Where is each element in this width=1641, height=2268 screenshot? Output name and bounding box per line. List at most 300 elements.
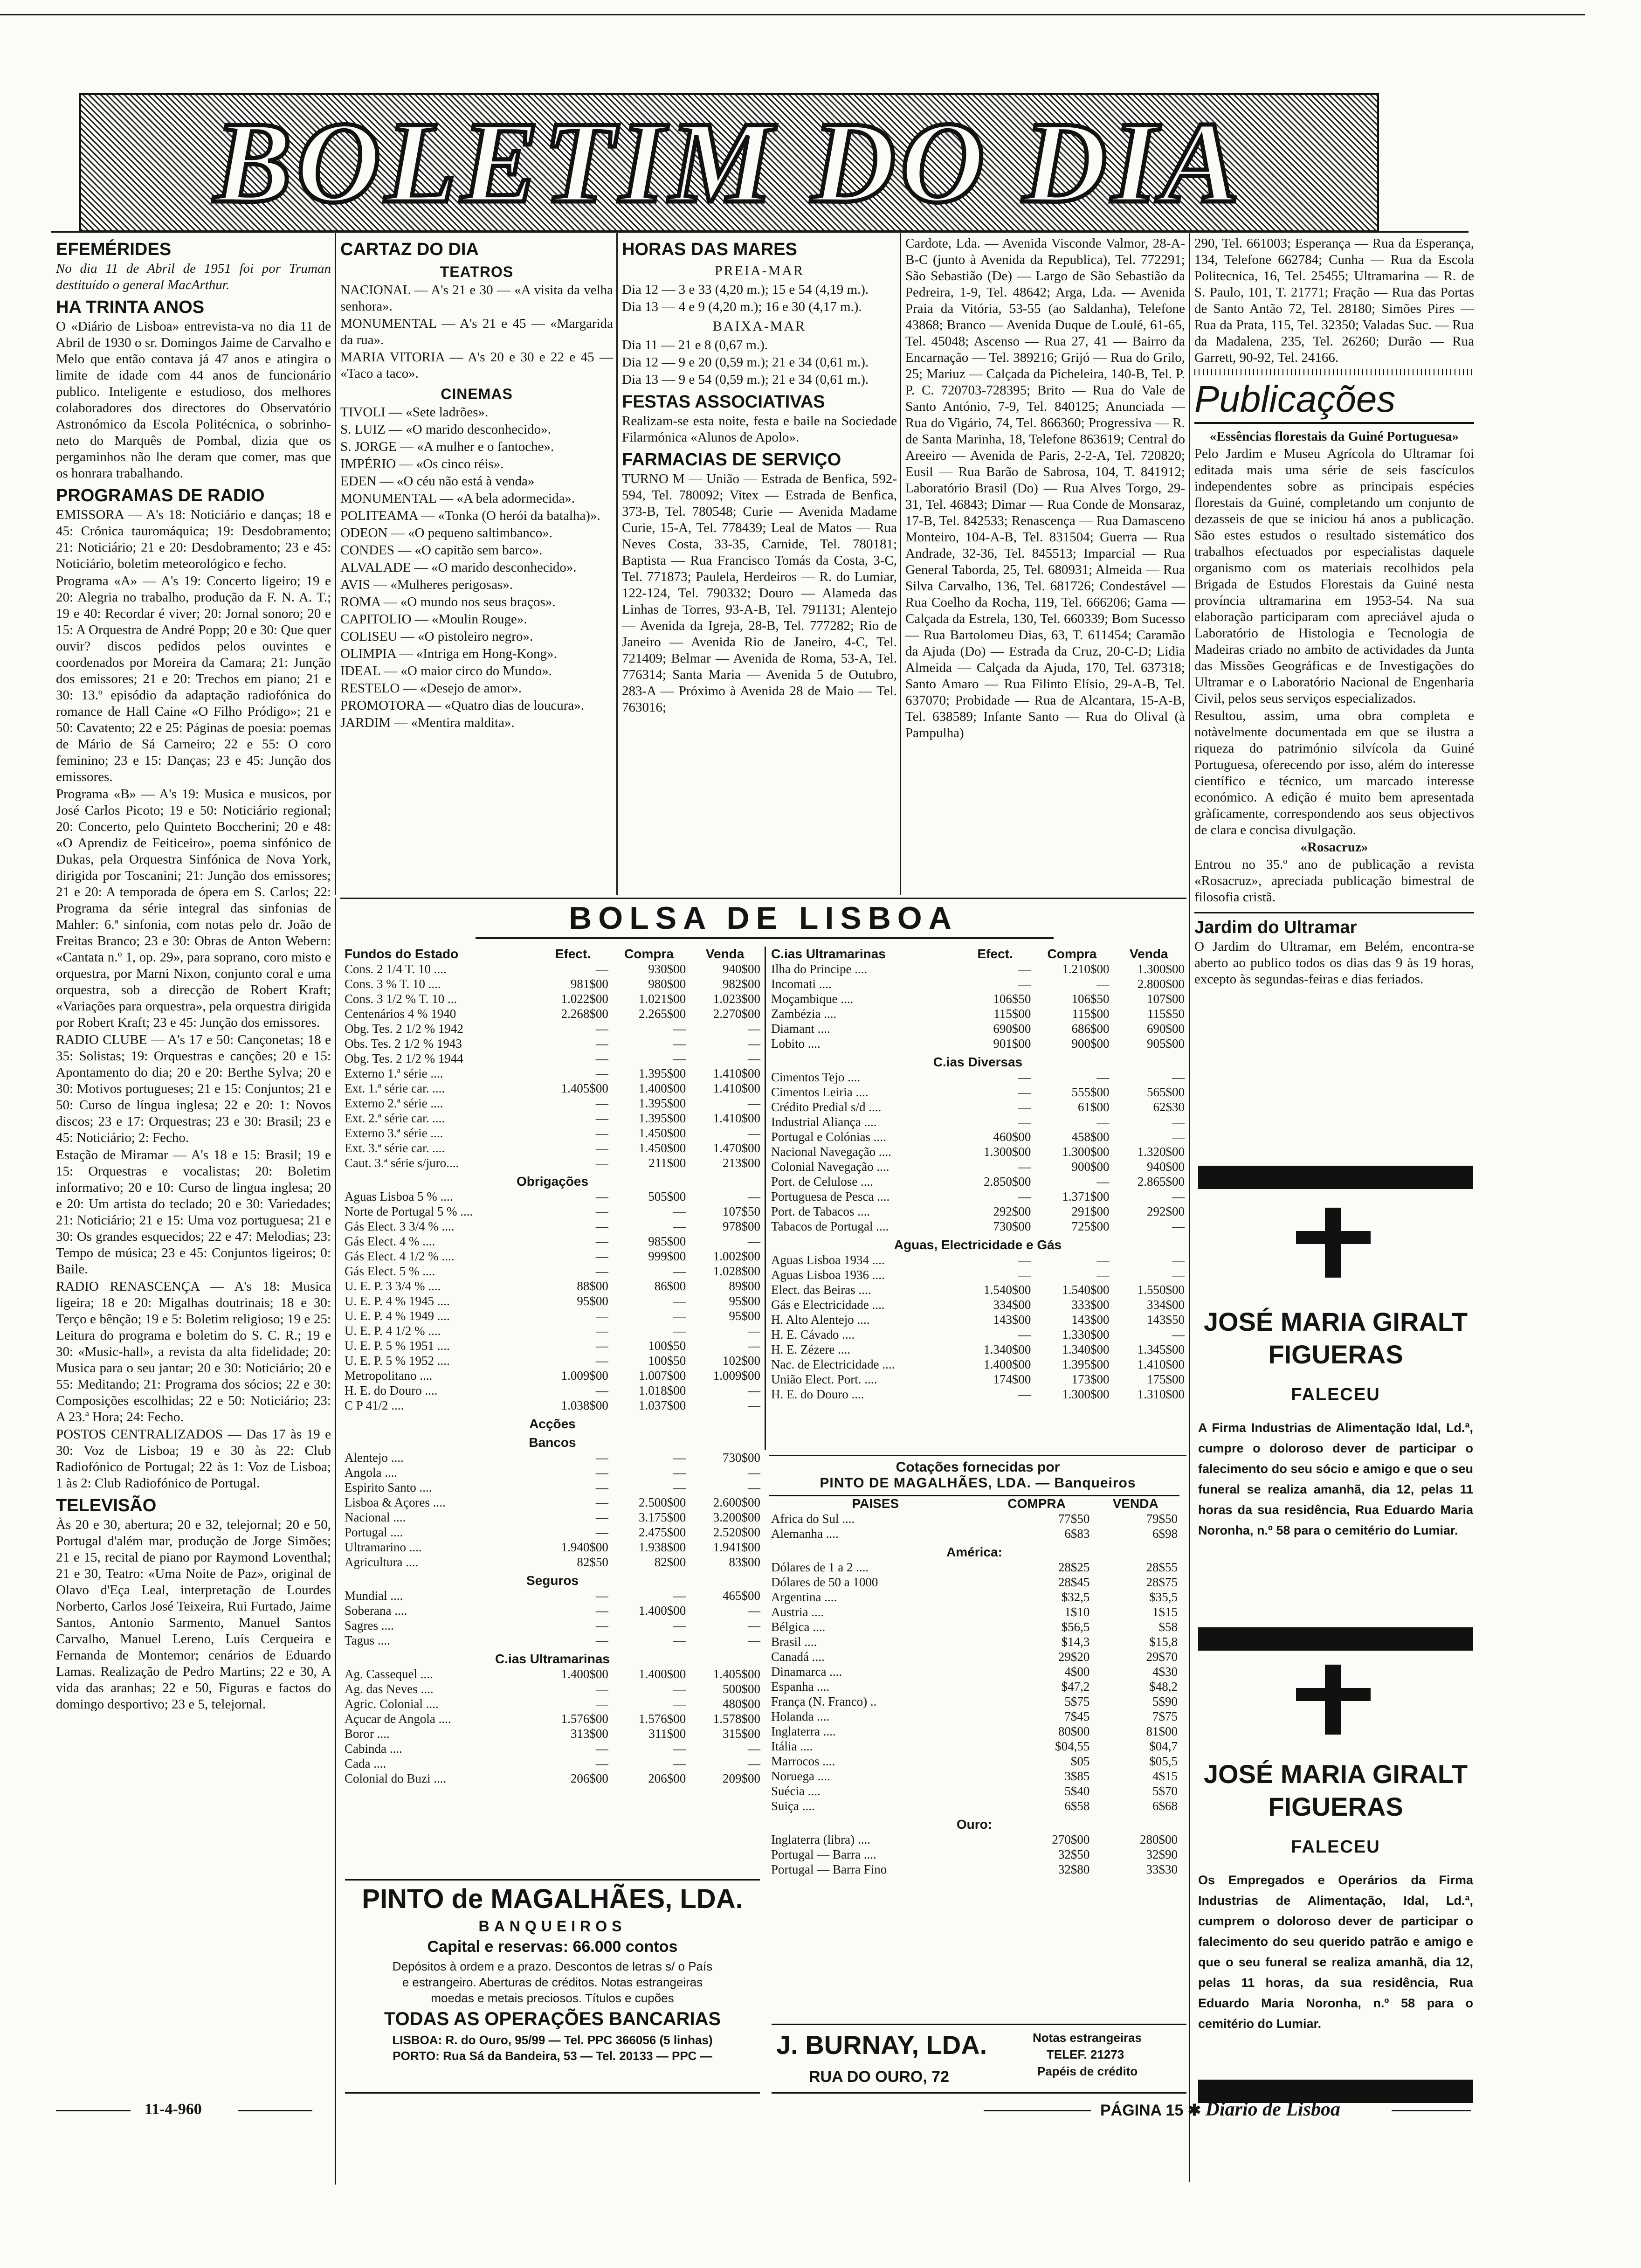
row-label: Cabinda .... (345, 1742, 402, 1756)
row-value: — (748, 1037, 760, 1051)
row-value: — (1018, 977, 1031, 991)
row-value: — (748, 1096, 760, 1110)
preia-mar-heading: PREIA-MAR (714, 263, 804, 278)
row-value: 213$00 (723, 1156, 760, 1170)
row-value: — (595, 1141, 608, 1155)
row-value: 206$00 (570, 1771, 608, 1785)
row-label: Gás Elect. 4 1/2 % .... (345, 1249, 455, 1263)
row-label: Alemanha .... (771, 1527, 839, 1541)
row-value: 1.345$00 (1137, 1342, 1185, 1356)
row-value: — (595, 1383, 608, 1397)
row-value: 115$00 (1072, 1007, 1110, 1021)
row-value: — (595, 1234, 608, 1248)
row-label: Dólares de 50 a 1000 (771, 1575, 878, 1589)
row-value: 82$00 (654, 1555, 686, 1569)
row-value: — (595, 1126, 608, 1140)
row-value: — (673, 1219, 686, 1233)
row-value: — (595, 1618, 608, 1632)
row-value: — (595, 1219, 608, 1233)
bolsa-right-table (769, 947, 1186, 1402)
row-label: Argentina .... (771, 1590, 837, 1604)
row-value: — (595, 1697, 608, 1711)
row-label: Norte de Portugal 5 % .... (345, 1204, 473, 1218)
row-label: Lobito .... (771, 1037, 820, 1051)
efemerides-text: No dia 11 de Abril de 1951 foi por Truman destituído o general MacArthur. (56, 261, 331, 292)
table-row (769, 976, 1186, 991)
row-value: 5$75 (1064, 1694, 1090, 1708)
table-row (343, 1096, 762, 1111)
table-row (343, 1696, 762, 1711)
row-value: 1.395$00 (638, 1096, 686, 1110)
row-value: $05 (1070, 1754, 1090, 1768)
publicacoes-rule (1194, 422, 1474, 424)
row-value: 999$00 (648, 1249, 686, 1263)
obituary-faleceu: FALECEU (1291, 1385, 1380, 1404)
row-value: — (595, 1037, 608, 1051)
row-value: 211$00 (648, 1156, 686, 1170)
section-label: Obrigações (516, 1174, 589, 1189)
table-row (769, 1634, 1179, 1649)
festas-text: Realizam-se esta noite, festa e baile na Sociedade Filarmónica «Alunos de Apolo». (622, 414, 897, 445)
table-row (769, 1159, 1186, 1174)
row-label: Holanda .... (771, 1709, 830, 1723)
row-value: 1.395$00 (638, 1066, 686, 1080)
burnay-right-2: TELEF. 21273 (1047, 2047, 1124, 2061)
row-label: Elect. das Beiras .... (771, 1283, 871, 1297)
row-label: Agricultura .... (345, 1555, 419, 1569)
row-value: — (673, 1037, 686, 1051)
row-label: H. E. Cávado .... (771, 1328, 855, 1341)
table-row (343, 1741, 762, 1756)
row-label: Dinamarca .... (771, 1665, 842, 1679)
radio-para: RADIO CLUBE — A's 17 e 50: Cançonetas; 18 e 35: Solistas; 19: Orquestras e canções; 20 e 15: Apontamento do dia; 20 e 20: Berthe Sylva; 20 e 30: Motivos portugueses; 21 e 15: Conjuntos; 21 e 50: Curso de língua inglesa; 22 e 20: 1: Novos discos; 23 e 17: Orquestras; 23 e 30: Brasil; 23 e 45: Noticiário; 2: Fecho. (56, 1032, 331, 1145)
row-value: — (748, 1022, 760, 1036)
table-row (343, 1279, 762, 1293)
radio-para: EMISSORA — A's 18: Noticiário e danças; 18 e 45: Crónica tauromáquica; 19: Desdobramento; 21: Noticiário; 21 e 20: Desdobramento; 23 e 45: Noticiário, boletim meteorológico e fecho. (56, 507, 331, 571)
row-label: Cada .... (345, 1756, 386, 1770)
row-value: 1.400$00 (984, 1357, 1031, 1371)
cinema-item: TIVOLI — «Sete ladrões». (340, 405, 489, 420)
row-value: — (748, 1383, 760, 1397)
table-row (769, 1798, 1179, 1813)
footer-rule-right (984, 2110, 1091, 2111)
burnay-right-1: Notas estrangeiras (1033, 2031, 1142, 2045)
row-label: União Elect. Port. .... (771, 1372, 877, 1386)
row-value: — (1018, 1253, 1031, 1267)
obituary-2 (1198, 1651, 1473, 2117)
pinto-line-1: Depósitos à ordem e a prazo. Descontos de letras s/ o País (392, 1959, 713, 1973)
column-header: Venda (1130, 947, 1168, 961)
row-label: H. E. do Douro .... (771, 1387, 864, 1401)
row-value: $58 (1158, 1620, 1178, 1634)
row-value: — (673, 1697, 686, 1711)
row-label: Cimentos Tejo .... (771, 1070, 861, 1084)
baixa-mar-heading: BAIXA-MAR (712, 318, 807, 334)
masthead-title: BOLETIM DO DIA (214, 98, 1244, 227)
table-row (343, 1249, 762, 1264)
cotacoes-table (769, 1495, 1179, 1877)
footer-date: 11-4-960 (145, 2101, 202, 2118)
table-row (769, 1619, 1179, 1634)
row-value: 985$00 (648, 1234, 686, 1248)
row-value: 3.175$00 (638, 1510, 686, 1524)
row-value: 1.023$00 (713, 992, 760, 1006)
row-value: 4$30 (1152, 1665, 1178, 1679)
cartaz-heading: CARTAZ DO DIA (340, 240, 479, 259)
table-row (343, 1066, 762, 1081)
row-value: 2.265$00 (638, 1007, 686, 1021)
row-value: 1.340$00 (1062, 1342, 1110, 1356)
row-label: Açucar de Angola .... (345, 1712, 451, 1726)
row-value: 905$00 (1147, 1037, 1185, 1051)
table-row (343, 1170, 762, 1189)
top-rule (0, 14, 1585, 15)
teatro-item: MONUMENTAL — A's 21 e 45 — «Margarida da rua». (340, 316, 613, 347)
table-row (769, 1590, 1179, 1604)
row-value: 1.400$00 (638, 1604, 686, 1618)
row-label: Industrial Aliança .... (771, 1115, 877, 1129)
row-value: — (595, 962, 608, 976)
footer-rule-left (56, 2110, 131, 2111)
row-value: 7$75 (1152, 1709, 1178, 1723)
row-value: 2.600$00 (713, 1495, 760, 1509)
column-1 (56, 235, 331, 1714)
tv-heading: TELEVISÃO (56, 1496, 157, 1515)
col-rule-3 (900, 233, 901, 895)
column-5 (1194, 235, 1474, 989)
farmacias-text: TURNO M — União — Estrada de Benfica, 592-594, Tel. 780092; Vitex — Estrada de Benfica, 373-B, Tel. 780548; Curie — Avenida Madame Curie, 15-A, Tel. 778439; Leal de Matos — Rua Neves Costa, 33-35, Carnide, Tel. 780181; Baptista — Rua Francisco Tomás da Costa, 3-C, Tel. 771873; Paulela, Herdeiros — R. do Lumiar, 122-124, Tel. 790332; Douro — Alameda das Linhas de Torres, 93-A-B, Tel. 791131; Alentejo — Avenida da Igreja, 28-B, Tel. 777282; Rio de Janeiro — Avenida Rio de Janeiro, 4-C, Tel. 721409; Belmar — Avenida de Roma, 53-A, Tel. 776314; Santa Maria — Avenida 5 de Outubro, 283-A — Próximo à Avenida 28 de Maio — Tel. 763016; (622, 471, 897, 715)
row-label: Portugal .... (345, 1525, 403, 1539)
row-label: Ext. 2.ª série car. .... (345, 1111, 445, 1125)
row-value: 2.270$00 (713, 1007, 760, 1021)
row-value: — (1018, 1085, 1031, 1099)
row-value: 2.475$00 (638, 1525, 686, 1539)
table-row (343, 1618, 762, 1633)
table-row (343, 1413, 762, 1431)
table-row (769, 1312, 1186, 1327)
table-row (769, 1649, 1179, 1664)
row-value: — (748, 1604, 760, 1618)
row-value: 565$00 (1147, 1085, 1185, 1099)
row-label: Austria .... (771, 1605, 824, 1619)
table-row (343, 1353, 762, 1368)
row-value: 1.300$00 (1137, 962, 1185, 976)
obituary-name: JOSÉ MARIA GIRALT (1203, 1307, 1468, 1336)
row-value: 174$00 (993, 1372, 1031, 1386)
row-label: H. Alto Alentejo .... (771, 1313, 870, 1327)
table-row (343, 1603, 762, 1618)
baixa-item: Dia 11 — 21 e 8 (0,67 m.). (622, 338, 768, 353)
table-row (769, 1694, 1179, 1709)
row-value: 333$00 (1071, 1298, 1110, 1312)
row-value: $47,2 (1061, 1680, 1090, 1694)
col-rule-1 (335, 233, 336, 895)
row-label: Brasil .... (771, 1635, 817, 1649)
row-value: 1.007$00 (638, 1369, 686, 1383)
row-value: 1.400$00 (638, 1081, 686, 1095)
table-row (769, 1784, 1179, 1798)
table-row (343, 1648, 762, 1666)
column-header: C.ias Ultramarinas (771, 947, 886, 961)
table-row (769, 1051, 1186, 1070)
row-value: 940$00 (1147, 1160, 1185, 1174)
mares-heading: HORAS DAS MARES (622, 240, 797, 259)
row-value: — (595, 1264, 608, 1278)
row-label: Suiça .... (771, 1799, 815, 1813)
row-value: 311$00 (648, 1727, 686, 1741)
row-value: 206$00 (648, 1771, 686, 1785)
row-value: 1.002$00 (713, 1249, 760, 1263)
row-label: Externo 3.ª série .... (345, 1126, 443, 1140)
row-label: Colonial Navegação .... (771, 1160, 889, 1174)
row-value: 28$75 (1146, 1575, 1178, 1589)
row-label: Diamant .... (771, 1022, 830, 1036)
table-row (343, 1540, 762, 1555)
row-value: 209$00 (723, 1771, 760, 1785)
cinemas-heading: CINEMAS (441, 386, 513, 402)
table-row (343, 1681, 762, 1696)
row-value: — (673, 1324, 686, 1338)
row-value: — (595, 1466, 608, 1480)
row-value: 6$58 (1064, 1799, 1090, 1813)
table-row (769, 1036, 1186, 1051)
table-row (769, 1174, 1186, 1189)
row-value: — (673, 1682, 686, 1696)
table-row (769, 1297, 1186, 1312)
table-row (769, 1372, 1186, 1387)
row-value: 95$00 (729, 1309, 760, 1323)
row-label: Suécia .... (771, 1784, 820, 1798)
row-value: 1.410$00 (713, 1066, 760, 1080)
cinema-item: S. LUIZ — «O marido desconhecido». (340, 422, 551, 437)
table-row (769, 1189, 1186, 1204)
row-label: Cimentos Leiria .... (771, 1085, 869, 1099)
row-value: 1.320$00 (1137, 1145, 1185, 1159)
pinto-address-1: LISBOA: R. do Ouro, 95/99 — Tel. PPC 366056 (5 linhas) (392, 2033, 713, 2047)
table-row (343, 1051, 762, 1066)
cotacoes (769, 1459, 1186, 1877)
row-value: 143$50 (1147, 1313, 1185, 1327)
jardim-heading: Jardim do Ultramar (1194, 918, 1357, 937)
row-value: — (1172, 1268, 1185, 1282)
section-label: Bancos (529, 1435, 576, 1450)
footer-rule-mid (238, 2110, 312, 2111)
row-value: 2.800$00 (1137, 977, 1185, 991)
row-value: 1.410$00 (713, 1081, 760, 1095)
row-label: Ext. 3.ª série car. .... (345, 1141, 445, 1155)
row-value: 61$00 (1078, 1100, 1110, 1114)
table-row (343, 1450, 762, 1465)
burnay-ad (772, 2024, 1186, 2094)
col-rule-4 (1189, 233, 1190, 2182)
row-label: Nac. de Electricidade .... (771, 1357, 895, 1371)
row-value: 100$50 (648, 1354, 686, 1368)
row-value: 80$00 (1058, 1724, 1090, 1738)
row-label: Cons. 3 1/2 % T. 10 ... (345, 992, 457, 1006)
row-label: Boror .... (345, 1727, 390, 1741)
row-value: 1.371$00 (1062, 1189, 1110, 1203)
row-value: — (1172, 1070, 1185, 1084)
table-row (343, 1021, 762, 1036)
row-value: 1.410$00 (1137, 1357, 1185, 1371)
footer-paper-name: Diario de Lisboa (1205, 2099, 1340, 2120)
row-value: 1.450$00 (638, 1141, 686, 1155)
row-value: — (595, 1204, 608, 1218)
row-value: — (595, 1756, 608, 1770)
row-value: — (595, 1495, 608, 1509)
row-value: 5$90 (1152, 1694, 1178, 1708)
row-value: 2.520$00 (713, 1525, 760, 1539)
table-row (343, 1368, 762, 1383)
cinema-item: COLISEU — «O pistoleiro negro». (340, 629, 533, 644)
row-value: 1.576$00 (561, 1712, 608, 1726)
cinema-item: PROMOTORA — «Quatro dias de loucura». (340, 698, 585, 713)
row-label: Espanha .... (771, 1680, 830, 1694)
farmacias-continued: Cardote, Lda. — Avenida Visconde Valmor, 28-A-B-C (junto à Avenida da Republica), Tel. 772291; São Sebastião (De) — Largo de São Sebastião da Pedreira, 1-9, Tel. 48642; Arga, Lda. — Avenida Praia da Vitória, 53-55 (ao Saldanha), Telefone 43868; Branco — Avenida Duque de Loulé, 61-65, Tel. 45048; Ascenso — Rua 27, 41 — Bairro da Encarnação — Tel. 389216; Grijó — Rua do Grilo, 25; Mariuz — Calçada da Picheleira, 140-B, Tel. P. P. C. 720703-728395; Brito — Rua do Vale de Santo António, 7-9, Tel. 840125; Anunciada — Rua do Vigário, 74, Tel. 866360; Progressiva — R. de Santa Marinha, 18, Telefone 863619; Central do Areeiro — Avenida de Paris, 2-2-A, Tel. 720820; Eusil — Rua Barão de Sabrosa, 104, T. 841912; Laboratório Brasil (Do) — Rua Alves Torgo, 29-31, Tel. 46843; Dimar — Rua Conde de Monsaraz, 17-B, Tel. 842533; Renascença — Rua Damasceno Monteiro, 104-A-B, Tel. 831504; Guerra — Rua Andrade, 32-36, Tel. 845513; Imparcial — Rua General Taborda, 25, Tel. 680931; Almeida — Rua Silva Carvalho, 136, Tel. 681726; Condestável — Rua Coelho da Rocha, 119, Tel. 666206; Gama — Calçada da Estrela, 130, Tel. 660339; Bom Sucesso — Rua Bartolomeu Dias, 63, T. 611454; Caramão da Ajuda (Do) — Estrada da Cruz, 20-C-D; Lidia Almeida — Calçada da Ajuda, 170, Tel. 637318; Santo Amaro — Rua Filinto Elísio, 29-A-B, Tel. 637070; Probidade — Rua de Alcantara, 15-A-B, Tel. 638589; Infante Santo — Rua do Olival (à Pampulha) (905, 236, 1185, 740)
row-label: Moçambique .... (771, 992, 854, 1006)
teatro-item: MARIA VITORIA — A's 20 e 30 e 22 e 45 — «Taco a taco». (340, 350, 613, 381)
table-row (769, 1006, 1186, 1021)
row-value: 1.009$00 (561, 1369, 608, 1383)
row-label: U. E. P. 4 1/2 % .... (345, 1324, 441, 1338)
pinto-title: PINTO de MAGALHÃES, LDA. (362, 1884, 743, 1914)
table-row (343, 1111, 762, 1126)
table-row (343, 1264, 762, 1279)
row-value: 4$15 (1152, 1769, 1178, 1783)
row-value: — (748, 1466, 760, 1480)
row-value: 29$20 (1058, 1650, 1090, 1664)
row-label: Port. de Tabacos .... (771, 1204, 870, 1218)
jardim-divider (1194, 912, 1474, 913)
table-row (769, 991, 1186, 1006)
row-label: Gás e Electricidade .... (771, 1298, 885, 1312)
row-value: — (1018, 962, 1031, 976)
cinema-item: EDEN — «O céu não está à venda» (340, 474, 535, 489)
row-value: — (595, 1682, 608, 1696)
table-row (343, 1141, 762, 1155)
row-value: — (1172, 1253, 1185, 1267)
row-value: — (1172, 1219, 1185, 1233)
row-value: 1.395$00 (1062, 1357, 1110, 1371)
row-value: 1.941$00 (713, 1540, 760, 1554)
section-label: Aguas, Electricidade e Gás (894, 1238, 1062, 1252)
row-label: Alentejo .... (345, 1451, 404, 1465)
row-label: Espirito Santo .... (345, 1480, 432, 1494)
row-value: 978$00 (723, 1219, 760, 1233)
row-value: — (1018, 1100, 1031, 1114)
row-value: — (595, 1051, 608, 1065)
row-label: Bélgica .... (771, 1620, 826, 1634)
row-value: — (1096, 1115, 1110, 1129)
row-value: 79$50 (1146, 1512, 1178, 1526)
table-row (769, 1357, 1186, 1372)
radio-para: Estação de Miramar — A's 18 e 15: Brasil; 19 e 15: Orquestras e vocalistas; 20: Boletim informativo; 20 e 10: Curso de lingua inglesa; 20 e 20: Um artista do teclado; 20 e 30: Variedades; 21: Noticiário; 21 e 15: Uma voz portuguesa; 21 e 30: Os grandes esquecidos; 22 e 47: Melodias; 23: Tempo de música; 23 e 45: Conjuntos ligeiros; 0: Baile. (56, 1148, 331, 1277)
preia-item: Dia 13 — 4 e 9 (4,20 m.); 16 e 30 (4,17 m.). (622, 299, 862, 314)
row-value: — (595, 1451, 608, 1465)
row-value: 143$00 (993, 1313, 1031, 1327)
table-row (769, 1219, 1186, 1234)
table-row (769, 1862, 1179, 1877)
row-value: 725$00 (1071, 1219, 1110, 1233)
row-value: 1.550$00 (1137, 1283, 1185, 1297)
row-value: — (748, 1633, 760, 1647)
table-row (343, 1204, 762, 1219)
table-row (343, 1398, 762, 1413)
row-value: — (1172, 1189, 1185, 1203)
row-value: 77$50 (1058, 1512, 1090, 1526)
table-row (343, 1666, 762, 1681)
cinema-item: CAPITOLIO — «Moulin Rouge». (340, 612, 527, 627)
row-value: 1.578$00 (713, 1712, 760, 1726)
row-label: H. E. do Douro .... (345, 1383, 438, 1397)
cinema-item: ODEON — «O pequeno saltimbanco». (340, 526, 553, 540)
row-value: 1.210$00 (1062, 962, 1110, 976)
row-value: 270$00 (1052, 1832, 1090, 1846)
row-label: Canadá .... (771, 1650, 825, 1664)
row-value: 2.850$00 (984, 1175, 1031, 1189)
row-label: Cons. 3 % T. 10 .... (345, 977, 441, 991)
pinto-address-2: PORTO: Rua Sá da Bandeira, 53 — Tel. 20133 — PPC — (393, 2049, 712, 2063)
row-label: Tabacos de Portugal .... (771, 1219, 889, 1233)
obituary-faleceu: FALECEU (1291, 1837, 1380, 1857)
row-value: 106$50 (1071, 992, 1110, 1006)
row-value: 900$00 (1071, 1160, 1110, 1174)
row-label: Africa do Sul .... (771, 1512, 855, 1526)
row-value: 1$15 (1152, 1605, 1178, 1619)
row-value: 33$30 (1146, 1862, 1178, 1876)
row-value: — (673, 1451, 686, 1465)
publicacoes-divider (1194, 369, 1474, 375)
row-value: 6$83 (1064, 1527, 1090, 1541)
row-label: Aguas Lisboa 5 % .... (345, 1189, 453, 1203)
row-label: Soberana .... (345, 1604, 407, 1618)
row-value: — (1018, 1328, 1031, 1341)
column-header: PAISES (852, 1496, 899, 1511)
bolsa-top-rule (340, 898, 1186, 899)
row-value: 730$00 (723, 1451, 760, 1465)
row-value: 1.938$00 (638, 1540, 686, 1554)
table-row (343, 1525, 762, 1540)
row-value: 690$00 (1147, 1022, 1185, 1036)
row-value: — (673, 1264, 686, 1278)
table-row (343, 1431, 762, 1450)
row-value: — (595, 1156, 608, 1170)
row-value: — (748, 1480, 760, 1494)
section-label: C.ias Diversas (933, 1055, 1023, 1069)
section-label: América: (946, 1545, 1002, 1559)
row-label: Externo 1.ª série .... (345, 1066, 443, 1080)
publicacoes-heading: Publicações (1194, 378, 1396, 420)
row-value: 107$50 (723, 1204, 760, 1218)
table-row (769, 1724, 1179, 1739)
teatro-item: NACIONAL — A's 21 e 30 — «A visita da velha senhora». (340, 283, 613, 314)
table-row (343, 1234, 762, 1249)
table-row (343, 1126, 762, 1141)
row-value: $48,2 (1149, 1680, 1178, 1694)
row-value: 686$00 (1071, 1022, 1110, 1036)
table-row (769, 961, 1186, 976)
column-4 (905, 235, 1185, 742)
table-row (343, 1308, 762, 1323)
table-row (769, 1085, 1186, 1099)
row-label: Caut. 3.ª série s/juro.... (345, 1156, 459, 1170)
row-value: 2.865$00 (1137, 1175, 1185, 1189)
table-row (769, 1021, 1186, 1036)
row-value: — (595, 1633, 608, 1647)
column-header: COMPRA (1007, 1496, 1066, 1511)
table-row (343, 1219, 762, 1234)
row-value: — (1018, 1160, 1031, 1174)
